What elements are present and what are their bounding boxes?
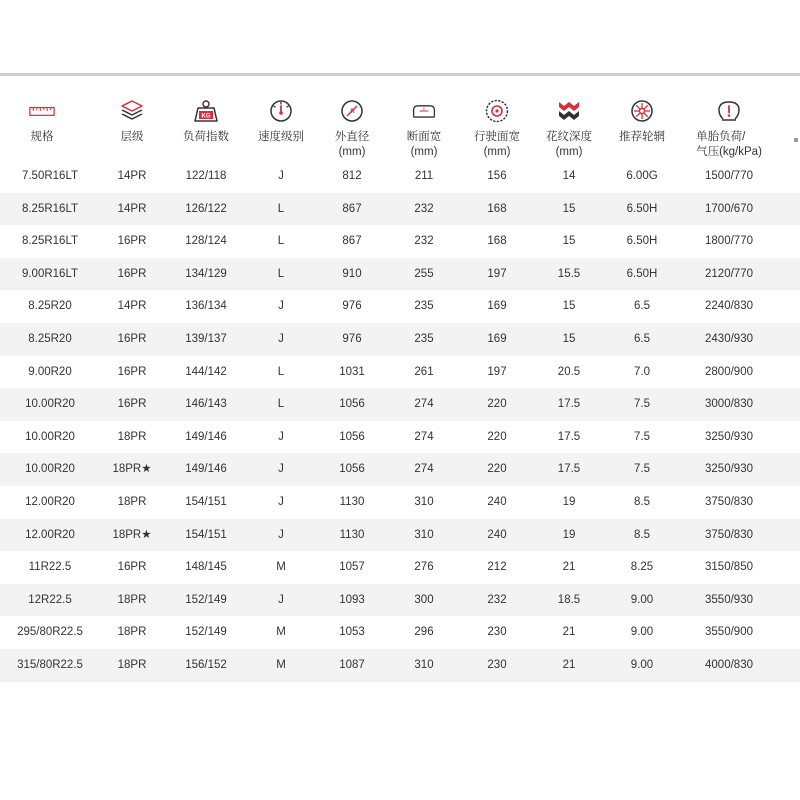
cell-spec: 10.00R20 <box>25 398 75 411</box>
cell-load: 3000/830 <box>705 398 753 411</box>
cell-rim: 9.00 <box>630 626 654 639</box>
cell-depth: 19 <box>562 495 576 508</box>
table-body <box>0 160 800 682</box>
cell-rim: 6.50H <box>626 202 658 215</box>
cell-depth: 15 <box>562 332 576 345</box>
cell-rim: 7.0 <box>634 365 650 378</box>
cell-depth: 18.5 <box>557 593 581 606</box>
cell-ply: 18PR★ <box>112 463 152 476</box>
svg-text:R: R <box>350 109 355 115</box>
cell-load_index: 152/149 <box>185 626 227 639</box>
tire-pressure-icon <box>716 98 742 124</box>
cell-tread: 156 <box>487 170 507 182</box>
cell-tread: 232 <box>487 593 507 606</box>
header-load-index <box>172 98 240 164</box>
cell-od: 1130 <box>339 495 365 508</box>
cell-od: 1056 <box>339 430 365 443</box>
header-spec <box>10 98 74 164</box>
table-row <box>0 225 800 258</box>
clipped-glyph <box>794 138 798 142</box>
cell-tread: 169 <box>487 332 507 345</box>
cell-speed: M <box>276 658 286 671</box>
cell-ply: 16PR <box>117 332 147 345</box>
cell-section: 274 <box>414 463 434 476</box>
table-row <box>0 584 800 617</box>
cell-rim: 6.5 <box>634 300 650 313</box>
cell-load_index: 139/137 <box>185 332 227 345</box>
cell-rim: 7.5 <box>634 463 650 476</box>
cell-section: 255 <box>414 267 434 280</box>
speedometer-icon <box>268 98 294 124</box>
cell-speed: L <box>277 267 285 280</box>
cell-rim: 6.50H <box>626 267 658 280</box>
cell-spec: 9.00R16LT <box>21 267 79 280</box>
cell-rim: 6.50H <box>626 235 658 248</box>
cell-load_index: 152/149 <box>185 593 227 606</box>
cell-load_index: 146/143 <box>185 398 227 411</box>
table-row <box>0 290 800 323</box>
cell-depth: 19 <box>562 528 576 541</box>
cell-tread: 230 <box>487 626 507 639</box>
header-tread <box>468 98 526 164</box>
cell-section: 274 <box>414 430 434 443</box>
cell-tread: 212 <box>487 561 507 574</box>
cell-rim: 9.00 <box>630 658 654 671</box>
cell-load: 2120/770 <box>705 267 753 280</box>
cell-od: 1093 <box>339 593 365 606</box>
cell-tread: 240 <box>487 495 507 508</box>
cell-rim: 8.5 <box>634 528 650 541</box>
cell-ply: 16PR <box>117 398 147 411</box>
cell-load_index: 156/152 <box>185 658 227 671</box>
cell-load: 3750/830 <box>705 495 753 508</box>
cell-speed: M <box>276 626 286 639</box>
cell-ply: 14PR <box>117 202 147 215</box>
cell-speed: J <box>278 332 284 345</box>
cell-spec: 10.00R20 <box>25 463 75 476</box>
cell-section: 274 <box>414 398 434 411</box>
cell-rim: 8.5 <box>634 495 650 508</box>
cell-load_index: 126/122 <box>185 202 227 215</box>
table-row <box>0 356 800 389</box>
cell-rim: 7.5 <box>634 430 650 443</box>
table-row <box>0 616 800 649</box>
cell-od: 1031 <box>339 365 365 378</box>
svg-text:c: c <box>422 106 426 112</box>
kg-weight-icon <box>193 98 219 124</box>
header-rim-label: 推荐轮辋 <box>619 131 665 143</box>
cell-section: 300 <box>414 593 434 606</box>
cell-spec: 315/80R22.5 <box>17 658 83 671</box>
header-speed <box>248 98 314 164</box>
cell-spec: 7.50R16LT <box>21 170 79 182</box>
cell-depth: 15 <box>562 300 576 313</box>
cell-depth: 15 <box>562 202 576 215</box>
cell-load: 3150/850 <box>705 561 753 574</box>
cell-depth: 15 <box>562 235 576 248</box>
table-row <box>0 453 800 486</box>
header-rim <box>612 98 672 164</box>
cell-load: 3550/900 <box>705 626 753 639</box>
table-row <box>0 323 800 356</box>
cell-load_index: 136/134 <box>185 300 227 313</box>
header-ply <box>100 98 164 164</box>
cell-section: 232 <box>414 202 434 215</box>
cell-speed: L <box>277 398 285 411</box>
table-row <box>0 421 800 454</box>
cell-speed: J <box>278 495 284 508</box>
cell-od: 976 <box>342 332 362 345</box>
cell-load: 2430/930 <box>705 332 753 345</box>
cell-spec: 12.00R20 <box>25 495 75 508</box>
cell-od: 1057 <box>339 561 365 574</box>
cell-spec: 10.00R20 <box>25 430 75 443</box>
cell-spec: 8.25R20 <box>28 300 72 313</box>
cell-load_index: 128/124 <box>185 235 227 248</box>
cell-speed: J <box>278 528 284 541</box>
cell-speed: J <box>278 170 284 182</box>
cell-rim: 8.25 <box>630 561 654 574</box>
cell-rim: 7.5 <box>634 398 650 411</box>
cell-spec: 11R22.5 <box>28 561 72 574</box>
cell-depth: 14 <box>562 170 576 182</box>
tread-pattern-icon <box>556 98 582 124</box>
cell-load: 4000/830 <box>705 658 753 671</box>
cell-speed: L <box>277 365 285 378</box>
cell-section: 310 <box>414 495 434 508</box>
cell-od: 867 <box>342 202 362 215</box>
cell-load: 3250/930 <box>705 430 753 443</box>
cell-load: 1800/770 <box>705 235 753 248</box>
table-row <box>0 258 800 291</box>
cell-ply: 14PR <box>117 170 147 182</box>
header-spec-label: 规格 <box>30 131 54 143</box>
header-ply-label: 层级 <box>120 131 144 143</box>
cell-ply: 16PR <box>117 267 147 280</box>
table-header <box>0 98 800 164</box>
cell-load: 1700/670 <box>705 202 753 215</box>
cell-load_index: 144/142 <box>185 365 227 378</box>
cell-tread: 240 <box>487 528 507 541</box>
header-clipped-next-column <box>792 98 800 164</box>
cell-tread: 168 <box>487 202 507 215</box>
cell-spec: 8.25R20 <box>28 332 72 345</box>
cell-spec: 12.00R20 <box>25 528 75 541</box>
cell-speed: L <box>277 202 285 215</box>
cell-od: 1056 <box>339 398 365 411</box>
cell-speed: J <box>278 463 284 476</box>
header-tread-label: 行驶面宽 (mm) <box>474 131 520 158</box>
cell-speed: L <box>277 235 285 248</box>
cell-tread: 168 <box>487 235 507 248</box>
table-row <box>0 193 800 226</box>
cell-spec: 8.25R16LT <box>21 235 79 248</box>
cell-ply: 18PR <box>117 495 147 508</box>
tire-tread-icon <box>484 98 510 124</box>
svg-text:KG: KG <box>201 113 211 120</box>
cell-section: 261 <box>414 365 434 378</box>
table-row <box>0 486 800 519</box>
cell-spec: 12R22.5 <box>28 593 72 606</box>
header-speed-label: 速度级别 <box>258 131 304 143</box>
cell-od: 976 <box>342 300 362 313</box>
header-section-label: 断面宽 (mm) <box>406 131 442 158</box>
cell-od: 812 <box>342 170 362 182</box>
header-load-label: 单胎负荷/ 气压(kg/kPa) <box>696 131 762 158</box>
top-divider <box>0 73 800 76</box>
cell-load_index: 149/146 <box>185 463 227 476</box>
cell-ply: 16PR <box>117 235 147 248</box>
cell-od: 910 <box>342 267 362 280</box>
cell-ply: 14PR <box>117 300 147 313</box>
cell-load_index: 148/145 <box>185 561 227 574</box>
table-row <box>0 388 800 421</box>
cell-load: 3550/930 <box>705 593 753 606</box>
cell-depth: 15.5 <box>557 267 581 280</box>
cell-load: 2800/900 <box>705 365 753 378</box>
cell-depth: 17.5 <box>557 398 581 411</box>
cell-section: 276 <box>414 561 434 574</box>
cell-section: 232 <box>414 235 434 248</box>
cell-load_index: 149/146 <box>185 430 227 443</box>
cell-section: 296 <box>414 626 434 639</box>
cell-od: 1087 <box>339 658 365 671</box>
rim-icon <box>629 98 655 124</box>
cell-ply: 16PR <box>117 561 147 574</box>
cell-load: 3250/930 <box>705 463 753 476</box>
cell-tread: 220 <box>487 398 507 411</box>
cell-section: 235 <box>414 300 434 313</box>
table-row <box>0 519 800 552</box>
cell-depth: 21 <box>562 658 576 671</box>
cell-speed: J <box>278 430 284 443</box>
cell-depth: 21 <box>562 561 576 574</box>
table-row <box>0 551 800 584</box>
cell-rim: 9.00 <box>630 593 654 606</box>
cell-section: 211 <box>414 170 434 182</box>
cell-load: 3750/830 <box>705 528 753 541</box>
cell-speed: M <box>276 561 286 574</box>
cell-depth: 17.5 <box>557 463 581 476</box>
header-depth-label: 花纹深度 (mm) <box>546 131 592 158</box>
cell-ply: 18PR <box>117 658 147 671</box>
cell-section: 235 <box>414 332 434 345</box>
cell-spec: 8.25R16LT <box>21 202 79 215</box>
cell-rim: 6.5 <box>634 332 650 345</box>
cell-load_index: 154/151 <box>185 495 227 508</box>
cell-spec: 295/80R22.5 <box>17 626 83 639</box>
cell-tread: 230 <box>487 658 507 671</box>
section-width-icon <box>411 98 437 124</box>
cell-load_index: 122/118 <box>185 170 227 182</box>
cell-section: 310 <box>414 658 434 671</box>
cell-tread: 197 <box>487 365 507 378</box>
table-row <box>0 160 800 193</box>
cell-ply: 16PR <box>117 365 147 378</box>
cell-depth: 21 <box>562 626 576 639</box>
cell-speed: J <box>278 300 284 313</box>
cell-od: 1053 <box>339 626 365 639</box>
table-row <box>0 649 800 682</box>
cell-tread: 220 <box>487 463 507 476</box>
header-load-index-label: 负荷指数 <box>183 131 229 143</box>
header-section <box>394 98 454 164</box>
cell-tread: 220 <box>487 430 507 443</box>
cell-od: 1056 <box>339 463 365 476</box>
cell-load: 1500/770 <box>705 170 753 182</box>
ruler-icon <box>29 98 55 124</box>
header-depth <box>538 98 600 164</box>
cell-speed: J <box>278 593 284 606</box>
cell-ply: 18PR★ <box>112 528 152 541</box>
diameter-icon <box>339 98 365 124</box>
header-od <box>322 98 382 164</box>
header-od-label: 外直径 (mm) <box>334 131 370 158</box>
cell-depth: 17.5 <box>557 430 581 443</box>
cell-ply: 18PR <box>117 430 147 443</box>
cell-od: 1130 <box>339 528 365 541</box>
cell-ply: 18PR <box>117 593 147 606</box>
cell-rim: 6.00G <box>626 170 658 182</box>
layers-icon <box>119 98 145 124</box>
cell-section: 310 <box>414 528 434 541</box>
cell-tread: 169 <box>487 300 507 313</box>
cell-load_index: 154/151 <box>185 528 227 541</box>
cell-load_index: 134/129 <box>185 267 227 280</box>
cell-tread: 197 <box>487 267 507 280</box>
cell-od: 867 <box>342 235 362 248</box>
cell-ply: 18PR <box>117 626 147 639</box>
cell-spec: 9.00R20 <box>28 365 72 378</box>
header-load <box>684 98 774 164</box>
cell-depth: 20.5 <box>557 365 581 378</box>
cell-load: 2240/830 <box>705 300 753 313</box>
